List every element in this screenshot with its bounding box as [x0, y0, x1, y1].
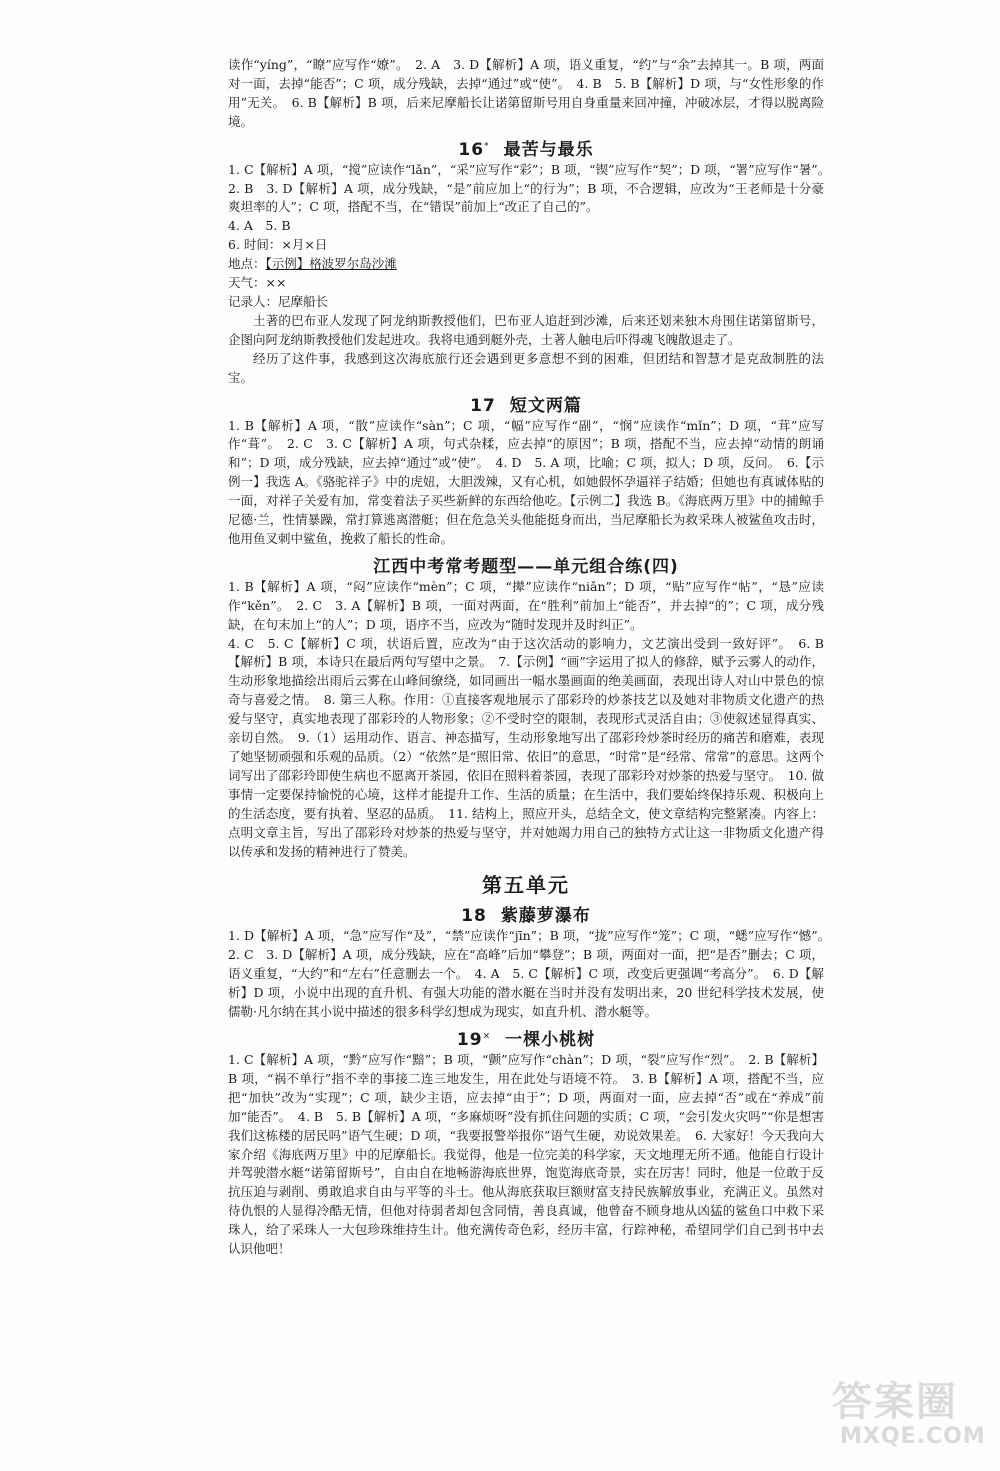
- diary-paragraph: 土著的巴布亚人发现了阿龙纳斯教授他们，巴布亚人追赶到沙滩，后来还划来独木舟围住诺第留斯号，企图向阿龙纳斯教授他们发起进攻。我将电通到艇外壳，土著人触电后吓得魂飞魄散退走了。: [228, 312, 824, 347]
- section-number: 19: [456, 1029, 483, 1050]
- section-16-heading: [228, 135, 824, 160]
- answer-paragraph: [228, 255, 824, 274]
- watermark-url: MXQE.COM: [840, 1424, 986, 1449]
- place-label: 地点：: [228, 256, 266, 272]
- answer-paragraph: 1. D【解析】A 项，“急”应写作“及”，“禁”应读作“jīn”；B 项，“拢”应写作“笼”；C 项，“蟋”应写作“憾”。 2. C 3. D【解析】A 项，成分残缺，应在“高峰”后加“攀登”；B 项，两面对一面，把“是否”删去；C 项，语义重复，“大约”和“左右”任意删去一个。 4. A 5. C【解析】C 项，改变后更强调“考高分”。 6. D【解析】D 项，小说中出现的直升机、有强大功能的潜水艇在当时并没有发明出来，20 世纪科学技术发展，使儒勒·凡尔纳在其小说中描述的很多科学幻想成为现实，如直升机、潜水艇等。: [228, 928, 837, 1020]
- section-title: 一棵小桃树: [505, 1029, 596, 1050]
- section-mark: *: [484, 140, 490, 151]
- answer-paragraph: 4. C 5. C【解析】C 项，状语后置，应改为“由于这次活动的影响力，文艺演出受到一致好评”。 6. B【解析】B 项，本诗只在最后两句写望中之景。 7.【示例】“画”字运用了拟人的修辞，赋予云雾人的动作，生动形象地描绘出雨后云雾在山峰间缭绕，如同画出一幅水墨画面的绝美画面，表现出诗人对山中景色的惊奇与喜爱之情。 8. 第三人称。作用：①直接客观地展示了邵彩玲的炒茶技艺以及她对非物质文化遗产的热爱与坚守，真实地表现了邵彩玲的人物形象；②不受时空的限制，表现形式灵活自由；③使叙述显得真实、亲切自然。 9.（1）运用动作、语言、神态描写，生动形象地写出了邵彩玲炒茶时经历的痛苦和磨难，表现了她坚韧顽强和乐观的品质。（2）“依然”是“照旧常、依旧”的意思，“时常”是“经常、常常”的意思。这两个词写出了邵彩玲即使生病也不愿离开茶园，依旧在照料着茶园，表现了邵彩玲对炒茶的热爱与坚守。 10. 做事情一定要保持愉悦的心境，这样才能提升工作、生活的质量；在生活中，我们要始终保持乐观、积极向上的生活态度，要有执着、坚忍的品质。 11. 结构上，照应开头，总结全文，使文章结构完整紧凑。内容上：点明文章主旨，写出了邵彩玲对炒茶的热爱与坚守，并对她竭力用自己的独特方式让这一非物质文化遗产得以传承和发扬的精神进行了赞美。: [228, 635, 824, 859]
- section-number: 17: [470, 395, 496, 416]
- unit-heading: 第五单元: [482, 873, 570, 898]
- answer-paragraph: 4. A 5. B: [228, 218, 291, 234]
- answer-paragraph: 1. B【解析】A 项，“散”应读作“sàn”；C 项，“幅”应写作“副”，“悯”应读作“mǐn”；D 项，“茸”应写作“葺”。 2. C 3. C【解析】A 项，句式杂糅，应去掉“的原因”；B 项，搭配不当，应去掉“动情的朗诵和”；D 项，成分残缺，应去掉“通过”或“使”。 4. D 5. A 项，比喻；C 项，拟人；D 项，反问。 6.【示例一】我选 A。《骆驼祥子》中的虎妞，大胆泼辣，又有心机，如她假怀孕逼祥子结婚；但她也有真诚体贴的一面，对祥子关爱有加，常变着法子买些新鲜的东西给他吃。【示例二】我选 B。《海底两万里》中的捕鲸手尼德·兰，性情暴躁，常打算逃离潜艇；但在危急关头他能挺身而出，当尼摩船长为救采珠人被鲨鱼攻击时，他用鱼叉刺中鲨鱼，挽救了船长的性命。: [228, 417, 824, 546]
- answer-paragraph: 记录人：尼摩船长: [228, 293, 329, 309]
- intro-paragraph: 读作“yíng”，“瞭”应写作“嫽”。 2. A 3. D【解析】A 项，语义重复，“约”与“余”去掉其一。B 项，两面对一面，去掉“能否”；C 项，成分残缺，去掉“通过”或“使”。 4. B 5. B【解析】D 项，与“女性形象的作用”无关。 6. B【解析】B 项，后来尼摩船长让诺第留斯号用自身重量来回冲撞，冲破冰层，才得以脱离险境。: [228, 57, 824, 129]
- section-18-heading: [228, 901, 824, 926]
- diary-paragraph: 经历了这件事，我感到这次海底旅行还会遇到更多意想不到的困难，但团结和智慧才是克敌制胜的法宝。: [228, 350, 824, 385]
- section-title: 最苦与最乐: [503, 139, 594, 160]
- section-title: 短文两篇: [509, 395, 582, 416]
- exercise-heading: 江西中考常考题型——单元组合练(四): [373, 556, 679, 577]
- section-number: 16: [458, 139, 485, 160]
- section-mark: ×: [482, 1031, 492, 1042]
- answer-paragraph: 1. C【解析】A 项，“搅”应读作“lǎn”，“采”应写作“彩”；B 项，“锲”应写作“契”；D 项，“署”应写作“暑”。 2. B 3. D【解析】A 项，成分残缺，“是”前应加上“的行为”；B 项，不合逻辑，应改为“王老师是十分豪爽坦率的人”；C 项，搭配不当，在“错误”前加上“改正了自己的”。: [228, 161, 837, 215]
- watermark-logo: [792, 1368, 986, 1463]
- answer-paragraph: 1. B【解析】A 项，“闷”应读作“mèn”；C 项，“撵”应读作“niǎn”；D 项，“贴”应写作“帖”，“恳”应读作“kěn”。 2. C 3. A【解析】B 项，一面对两面，在“胜利”前加上“能否”，并去掉“的”；C 项，成分残缺，在句末加上“的人”；D 项，语序不当，应改为“随时发现并及时纠正”。: [228, 578, 824, 632]
- answer-paragraph: 6. 时间：×月×日: [228, 237, 328, 253]
- answer-page: [228, 56, 837, 1259]
- section-number: 18: [461, 906, 487, 927]
- section-title: 紫藤萝瀑布: [500, 906, 591, 927]
- watermark-text: 答案圈: [832, 1379, 958, 1425]
- place-value: 【示例】格波罗尔岛沙滩: [265, 256, 397, 272]
- section-19-heading: [228, 1025, 824, 1050]
- section-17-heading: [228, 391, 824, 416]
- answer-paragraph: 1. C【解析】A 项，“黔”应写作“黯”；B 项，“颤”应写作“chàn”；D 项，“裂”应写作“烈”。 2. B【解析】B 项，“祸不单行”指不幸的事接二连三地发生，用在此处与语境不符。 3. B【解析】A 项，搭配不当，应把“加快”改为“实现”；C 项，缺少主语，应去掉“由于”；D 项，两面对一面，应去掉“否”或在“养成”前加“能否”。 4. B 5. B【解析】A 项，“多麻烦呀”没有抓住问题的实质；C 项，“会引发火灾吗”“你是想害我们这栋楼的居民吗”语气生硬；D 项，“我要报警举报你”语气生硬，劝说效果差。 6. 大家好！今天我向大家介绍《海底两万里》中的尼摩船长。我觉得，他是一位完美的科学家，天文地理无所不通。他能自行设计并驾驶潜水艇“诺第留斯号”，自由自在地畅游海底世界，饱览海底奇景，实在厉害！同时，他是一位敢于反抗压迫与剥削、勇敢追求自由与平等的斗士。他从海底获取巨额财富支持民族解放事业，充满正义。虽然对待仇恨的人显得冷酷无情，但他对待弱者却包含同情，善良真诚，他曾奋不顾身地从凶猛的鲨鱼口中救下采珠人，给了采珠人一大包珍珠维持生计。他充满传奇色彩，经历丰富，行踪神秘，希望同学们自己到书中去认识他吧！: [228, 1051, 824, 1257]
- answer-paragraph: 天气：××: [228, 275, 287, 291]
